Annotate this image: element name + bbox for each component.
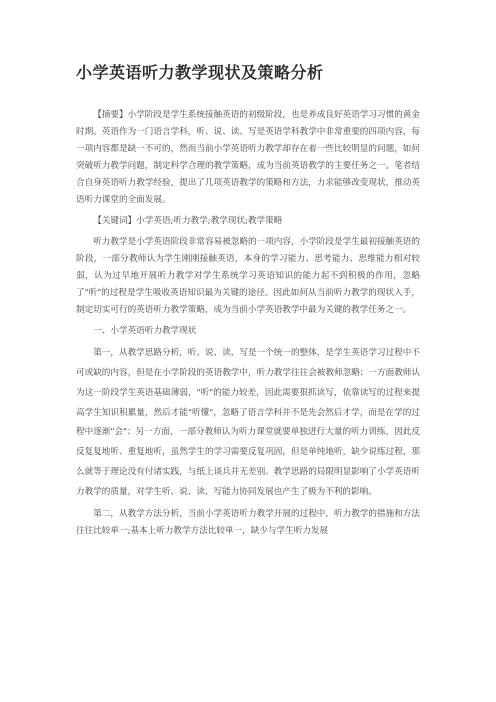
section-heading: 一、小学英语听力教学现状 xyxy=(93,326,197,337)
intro-paragraph: 听力教学是小学英语阶段非常容易被忽略的一项内容，小学阶段是学生最初接触英语的阶段，一部分教师认为学生刚刚接触英语，本身的学习能力、思考能力、思维能力相对较弱，认为过早地开展听力教学对学生系统学习英语知识的能力起不到积极的作用，忽略了"听"的过程是学生吸收英语知识最为关键的途径。因此如何从当前听力教学的现状入手，制定切实可行的英语听力教学策略，成为当前小学英语教学中最为关键的教学任务之一。 xyxy=(76,237,420,316)
document-title: 小学英语听力教学现状及策略分析 xyxy=(76,63,324,82)
document-body xyxy=(76,107,420,544)
body-paragraph-2: 第二，从教学方法分析，当前小学英语听力教学开展的过程中，听力教学的措施和方法往往比较单一;基本上听力教学方法比较单一，缺少与学生听力发展 xyxy=(76,509,420,537)
body-paragraph-1: 第一，从教学思路分析，听、说、读、写是一个统一的整体，是学生英语学习过程中不可或缺的内容，但是在小学阶段的英语教学中，听力教学往往会被教师忽略；一方面教师认为这一阶段学生英语基础薄弱，"听"的能力较差，因此需要狠抓读写，依靠读写的过程来提高学生知识积累量，然后才能"听懂"，忽略了语言学科并不是先会然后才学，而是在学的过程中逐渐"会"；另一方面，一部分教师认为听力课堂就要单独进行大量的听力训练，因此反反复复地听、重复地听，虽然学生的学习需要反复巩固，但是单纯地听，缺少说练过程，那么就等于理论没有付诸实践，与纸上谈兵并无差别。教学思路的局限明显影响了小学英语听力教学的质量，对学生听、说、读、写能力协同发展也产生了极为不利的影响。 xyxy=(76,348,420,497)
abstract-paragraph: 【摘要】小学阶段是学生系统接触英语的初级阶段，也是养成良好英语学习习惯的黄金时期。英语作为一门语言学科，听、说、读、写是英语学科教学中非常重要的四项内容，每一项内容都是缺一不可的，然而当前小学英语听力教学却存在着一些比较明显的问题，如何突破听力教学问题，制定科学合理的教学策略，成为当前英语教学的主要任务之一。笔者结合自身英语听力教学经验，提出了几项英语教学的策略和方法，力求能够改变现状，推动英语听力课堂的全面发展。 xyxy=(76,110,420,206)
keywords-line: 【关键词】小学英语;听力教学;教学现状;教学策略 xyxy=(93,216,283,227)
